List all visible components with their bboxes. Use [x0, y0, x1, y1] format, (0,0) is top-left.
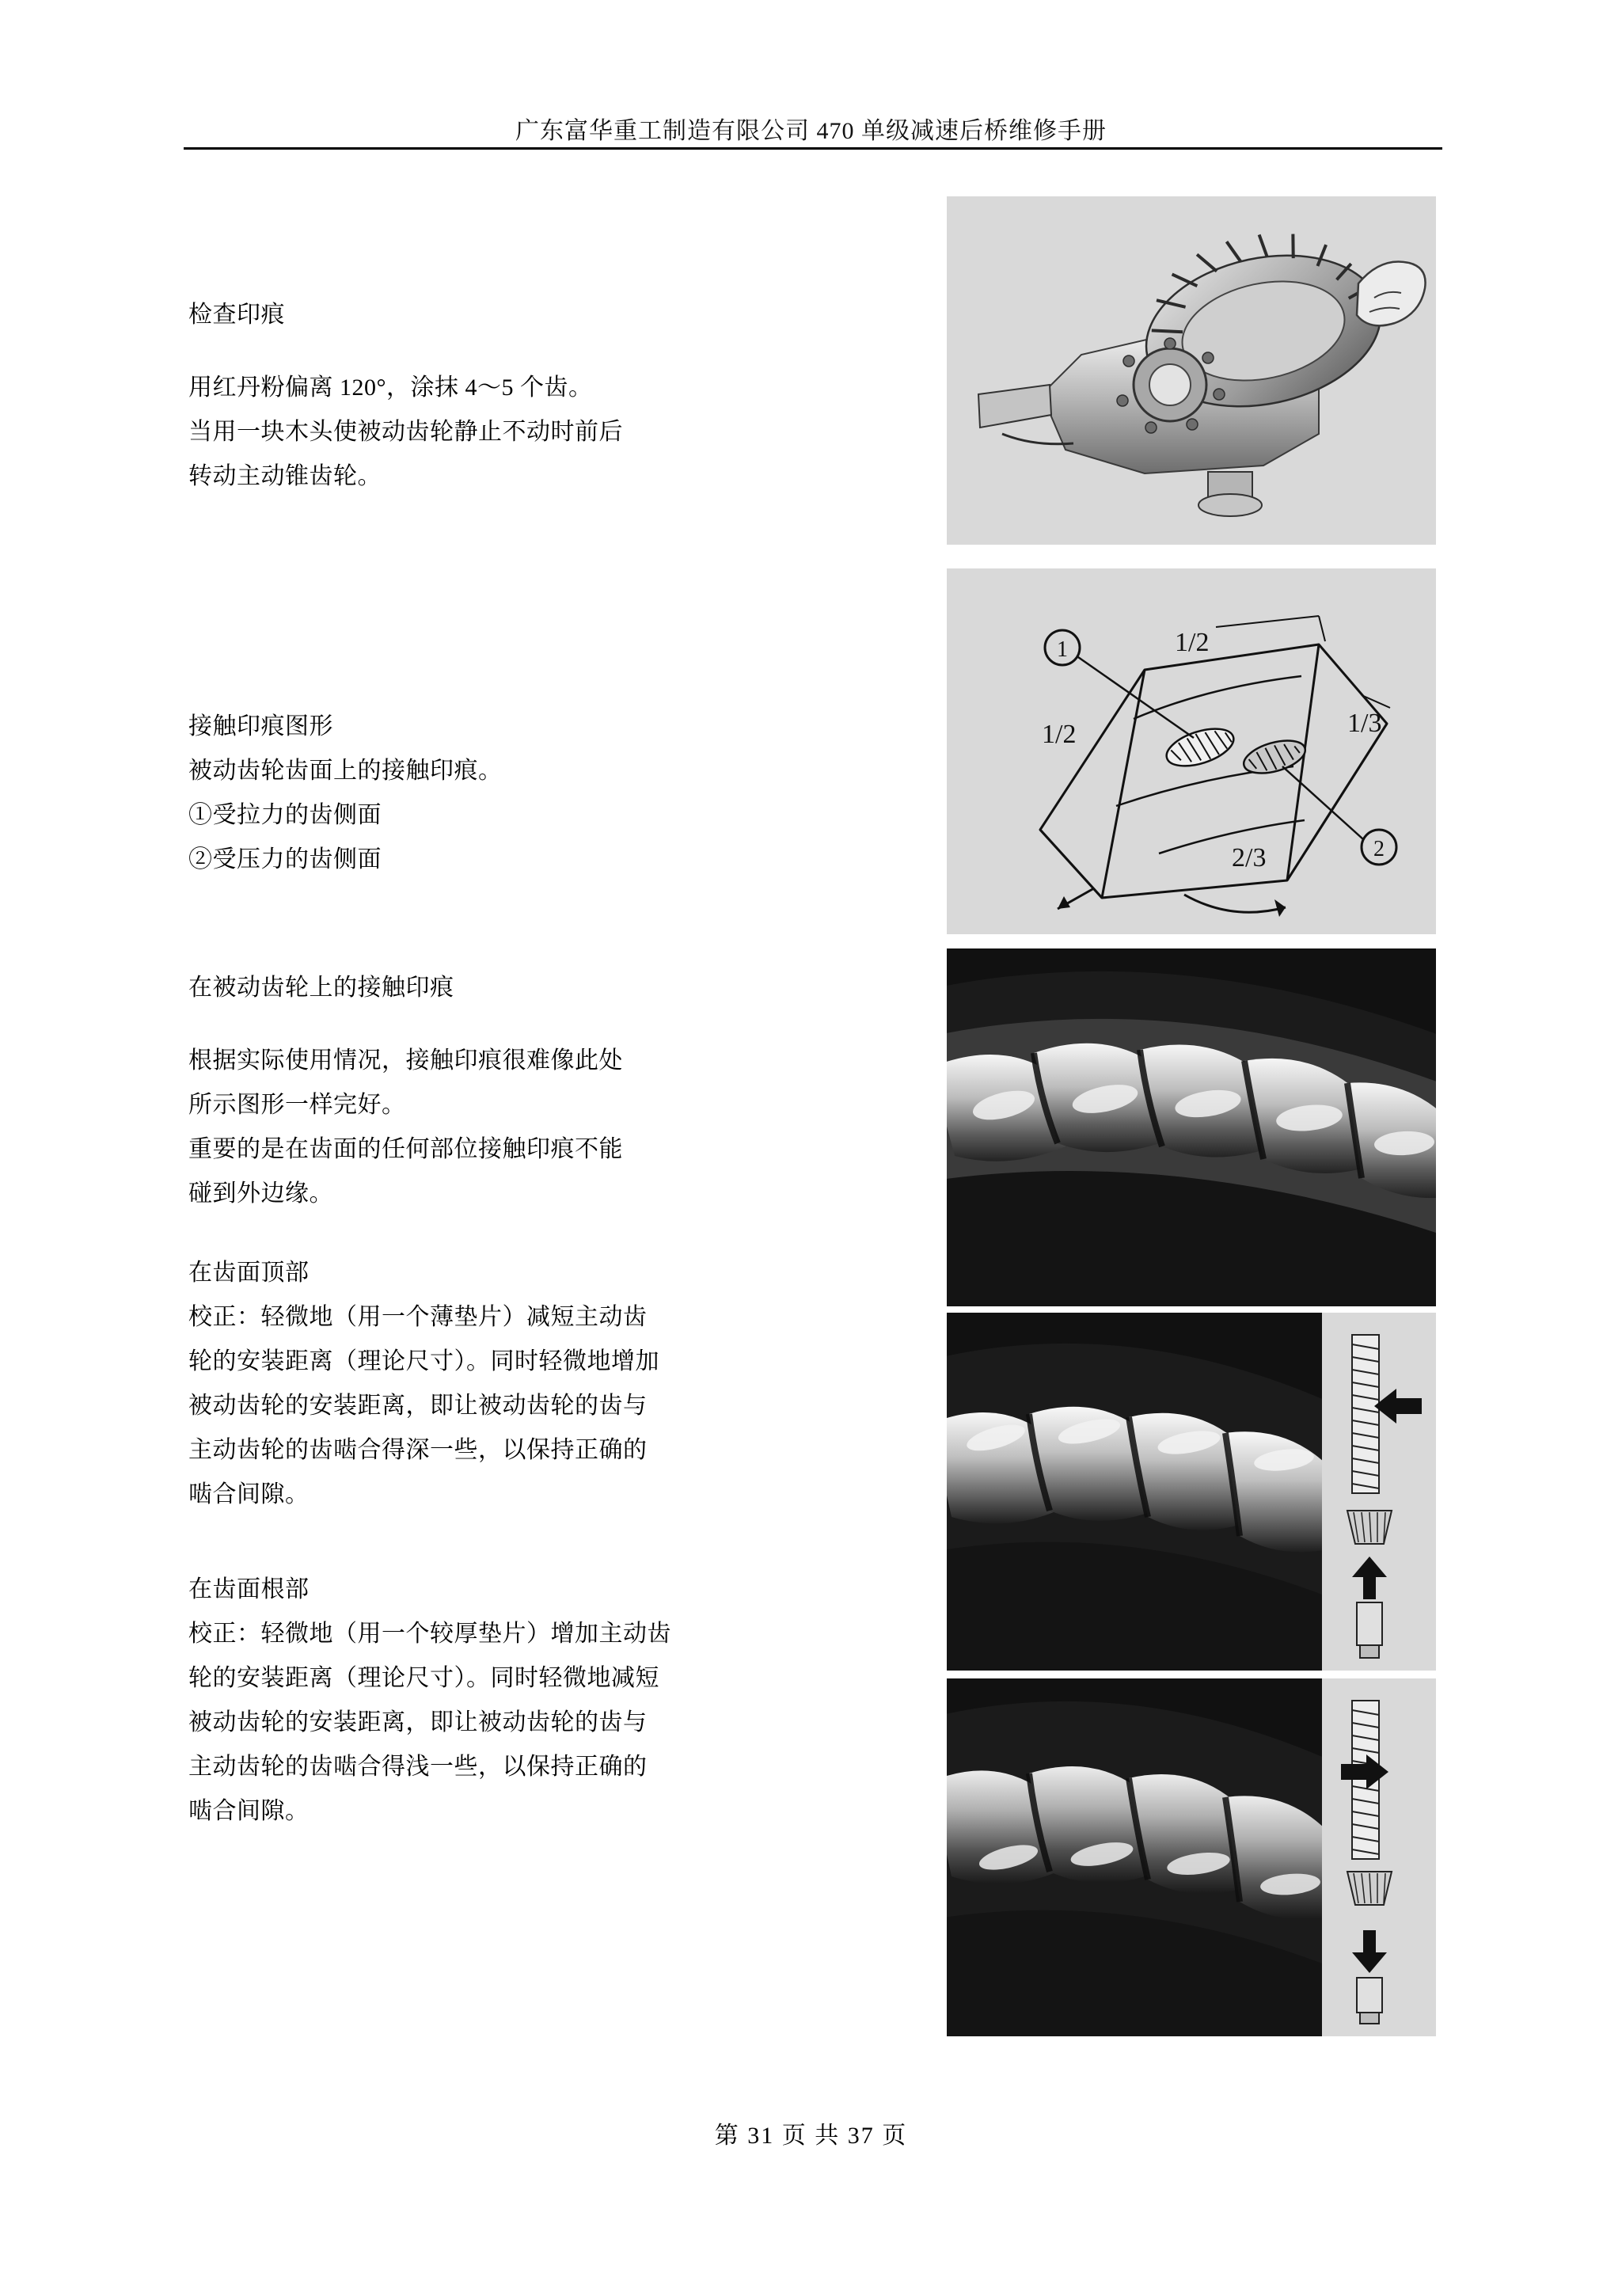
page-header [0, 111, 1622, 146]
section-line: 被动齿轮齿面上的接触印痕。 [188, 758, 503, 784]
svg-text:1/2: 1/2 [1175, 628, 1210, 657]
section-line: 啮合间隙。 [188, 1798, 310, 1824]
section-line: 校正：轻微地（用一个薄垫片）减短主动齿 [188, 1304, 648, 1330]
section-line: 被动齿轮的安装距离，即让被动齿轮的齿与 [188, 1709, 648, 1735]
section-line: 转动主动锥齿轮。 [188, 463, 382, 489]
section-line: 主动齿轮的齿啮合得浅一些，以保持正确的 [188, 1754, 648, 1780]
section-check-marks [188, 293, 925, 499]
svg-text:1/3: 1/3 [1347, 709, 1382, 738]
section-line: 根据实际使用情况，接触印痕很难像此处 [188, 1047, 623, 1074]
svg-text:2/3: 2/3 [1232, 843, 1267, 872]
section-line: 校正：轻微地（用一个较厚垫片）增加主动齿 [188, 1621, 671, 1647]
header-divider [184, 147, 1442, 150]
svg-text:1/2: 1/2 [1042, 720, 1077, 749]
section-line: 轮的安装距离（理论尺寸）。同时轻微地增加 [188, 1348, 659, 1374]
section-line: 啮合间隙。 [188, 1481, 310, 1507]
figure-contact-at-root [947, 1678, 1436, 2036]
section-heading: 检查印痕 [188, 302, 285, 328]
section-line: 用红丹粉偏离 120°，涂抹 4～5 个齿。 [188, 374, 593, 401]
section-contact-pattern-figure [188, 705, 925, 882]
svg-text:2: 2 [1373, 837, 1385, 861]
section-heading: 在被动齿轮上的接触印痕 [188, 975, 454, 1001]
section-line: 被动齿轮的安装距离，即让被动齿轮的齿与 [188, 1393, 648, 1419]
section-heading: 在齿面根部 [188, 1576, 310, 1602]
figure-differential-marking [947, 196, 1436, 545]
section-heading: 接触印痕图形 [188, 713, 333, 739]
section-line: 主动齿轮的齿啮合得深一些，以保持正确的 [188, 1437, 648, 1463]
svg-text:1: 1 [1057, 637, 1068, 662]
figure-contact-at-top [947, 1313, 1436, 1671]
section-at-tooth-root [188, 1568, 925, 1834]
section-line: 当用一块木头使被动齿轮静止不动时前后 [188, 419, 623, 445]
section-line: 碰到外边缘。 [188, 1180, 333, 1207]
figure-good-contact [947, 948, 1436, 1306]
section-contact-on-driven-gear [188, 966, 925, 1216]
section-line: 重要的是在齿面的任何部位接触印痕不能 [188, 1136, 623, 1162]
section-heading: 在齿面顶部 [188, 1260, 310, 1286]
header-title: 广东富华重工制造有限公司 470 单级减速后桥维修手册 [515, 118, 1107, 144]
section-line: 所示图形一样完好。 [188, 1092, 406, 1118]
section-line: ②受压力的齿侧面 [188, 846, 382, 872]
section-line: ①受拉力的齿侧面 [188, 802, 382, 828]
section-at-tooth-top [188, 1251, 925, 1517]
page-footer: 第 31 页 共 37 页 [714, 2123, 908, 2149]
figure-contact-pattern-diagram [947, 568, 1436, 934]
section-line: 轮的安装距离（理论尺寸）。同时轻微地减短 [188, 1665, 659, 1691]
